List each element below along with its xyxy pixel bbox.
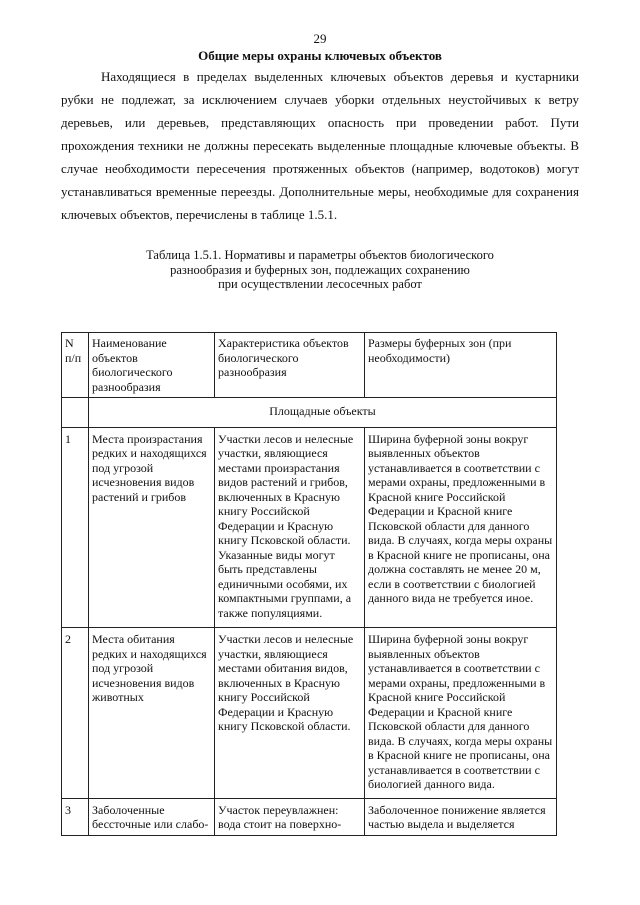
section-spacer (62, 398, 89, 428)
row-number: 3 (62, 798, 89, 835)
row-characteristic: Участки лесов и нелесные участки, являющиеся местами произрастания видов растений и грибов, включенных в Красную книгу Российской Федерации и Красную книгу Псковской области. Указанные виды могут быть представлены единичными особями, их компактными группами, а также популяциями. (215, 427, 365, 628)
table-row (62, 628, 557, 799)
header-number: N п/п (62, 333, 89, 398)
header-characteristic: Характеристика объектов биологического разнообразия (215, 333, 365, 398)
table-row (62, 798, 557, 835)
page-number: 29 (313, 31, 327, 46)
table-row (62, 427, 557, 628)
caption-line-3: при осуществлении лесосечных работ (218, 277, 422, 291)
row-buffer-size: Ширина буферной зоны вокруг выявленных объектов устанавливается в соответствии с мерами охраны, предложенными в Красной книге Российской Федерации и Красной книге Псковской области для данного вида. В случаях, когда меры охраны в Красной книге не прописаны, она должна составлять не менее 20 м, если в соответствии с биологией данного вида не требуется иное. (365, 427, 557, 628)
intro-paragraph: Находящиеся в пределах выделенных ключевых объектов деревья и кустарники рубки не подлежат, за исключением случаев уборки отдельных неустойчивых к ветру деревьев, или деревьев, представляющих опасность при проведении работ. Пути прохождения техники не должны пересекать выделенные площадные ключевые объекты. В случае необходимости пересечения протяженных объектов (например, водотоков) могут устанавливаться временные переезды. Дополнительные меры, необходимые для сохранения ключевых объектов, перечислены в таблице 1.5.1. (61, 69, 579, 222)
header-object-name: Наименование объектов биологического разнообразия (89, 333, 215, 398)
table-header-row (62, 333, 557, 398)
row-object-name: Места произрастания редких и находящихся под угрозой исчезновения видов растений и грибов (89, 427, 215, 628)
caption-line-2: разнообразия и буферных зон, подлежащих сохранению (170, 262, 470, 277)
row-characteristic: Участок переувлажнен: вода стоит на поверхно- (215, 798, 365, 835)
section-title: Площадные объекты (89, 398, 557, 428)
section-heading: Общие меры охраны ключевых объектов (198, 48, 442, 63)
table-section-row (62, 398, 557, 428)
norms-table (61, 332, 557, 836)
table-caption (0, 248, 640, 292)
caption-line-1: Таблица 1.5.1. Нормативы и параметры объектов биологического (146, 248, 494, 262)
row-object-name: Места обитания редких и находящихся под угрозой исчезновения видов животных (89, 628, 215, 799)
header-buffer-size: Размеры буферных зон (при необходимости) (365, 333, 557, 398)
row-number: 1 (62, 427, 89, 628)
row-object-name: Заболоченные бессточные или слабо- (89, 798, 215, 835)
row-buffer-size: Ширина буферной зоны вокруг выявленных объектов устанавливается в соответствии с мерами охраны, предложенными в Красной книге Российской Федерации и Красной книге Псковской области для данного вида. В случаях, когда меры охраны в Красной книге не прописаны, она устанавливается в соответствии с биологией данного вида. (365, 628, 557, 799)
row-characteristic: Участки лесов и нелесные участки, являющиеся местами обитания видов, включенных в Красную книгу Российской Федерации и Красную книгу Псковской области. (215, 628, 365, 799)
row-buffer-size: Заболоченное понижение является частью выдела и выделяется (365, 798, 557, 835)
row-number: 2 (62, 628, 89, 799)
